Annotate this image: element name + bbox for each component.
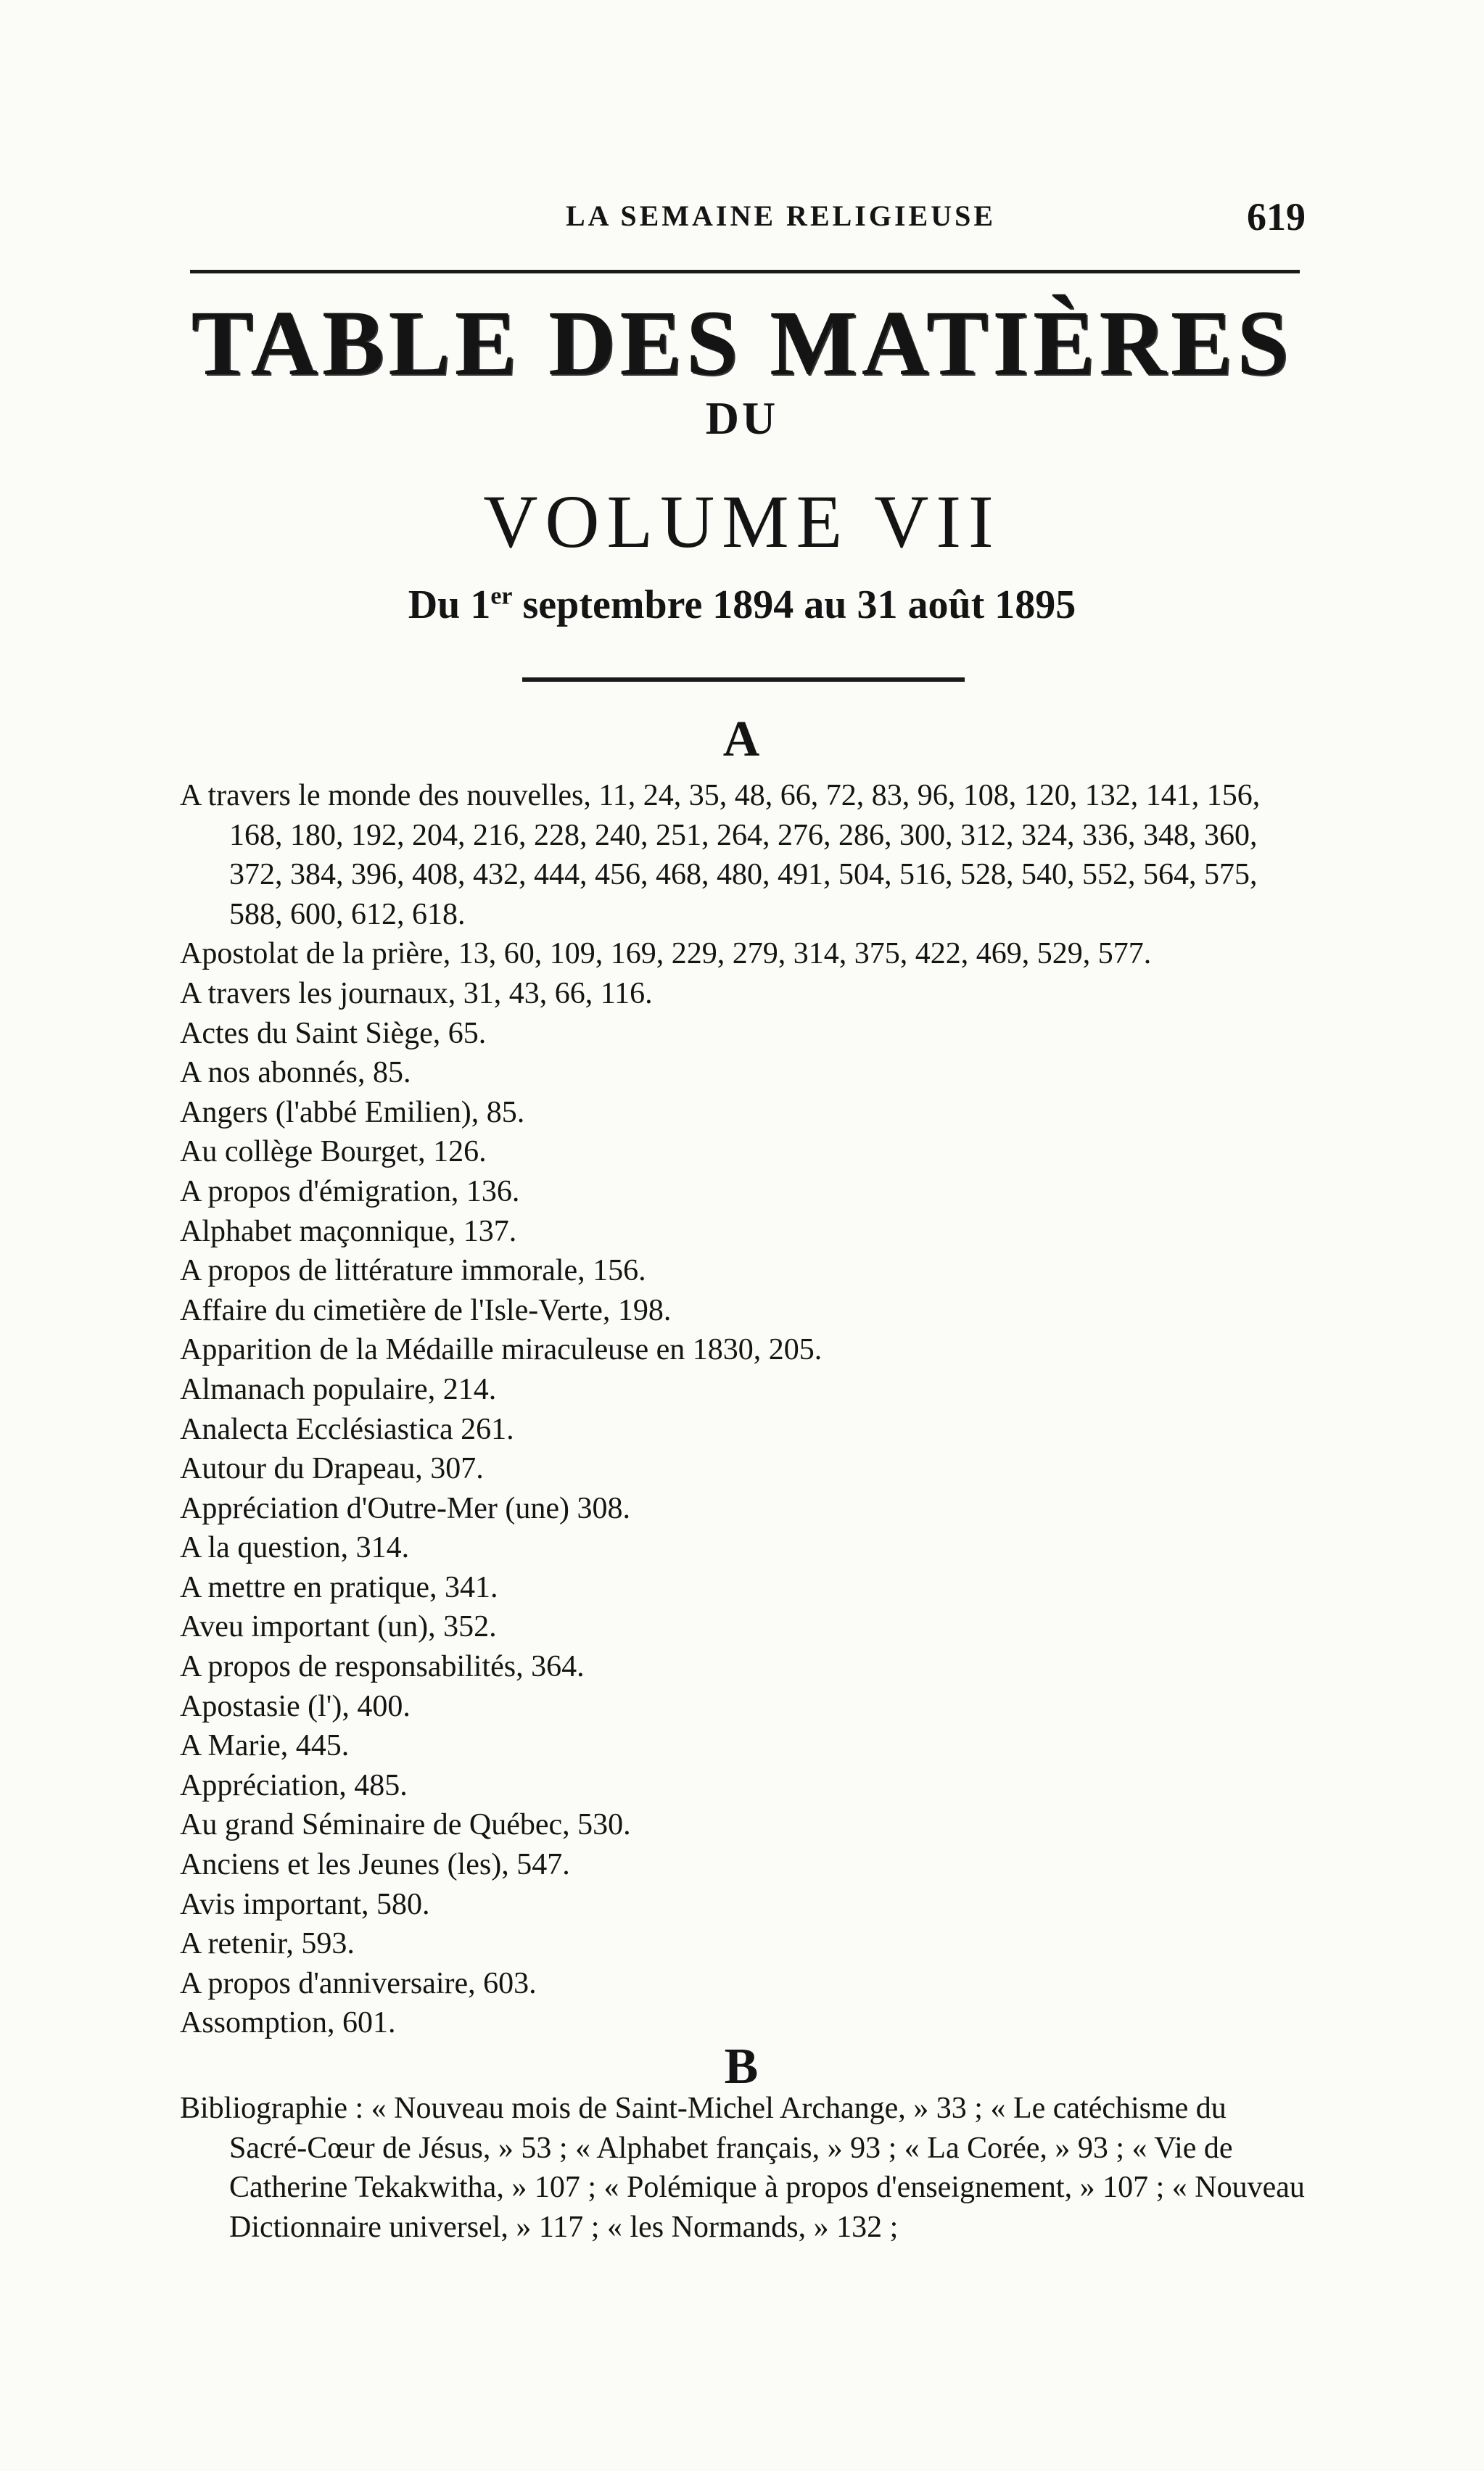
running-head bbox=[189, 194, 1306, 245]
index-entry: A la question, 314. bbox=[180, 1531, 410, 1565]
index-entry: Angers (l'abbé Emilien), 85. bbox=[180, 1095, 525, 1129]
volume-title: VOLUME VII bbox=[483, 480, 1001, 564]
index-entry: Autour du Drapeau, 307. bbox=[180, 1452, 484, 1486]
ornament-rule bbox=[522, 677, 965, 682]
index-entry: Apostasie (l'), 400. bbox=[180, 1689, 411, 1723]
index-entry: Appréciation, 485. bbox=[180, 1768, 408, 1802]
index-entry: Avis important, 580. bbox=[180, 1887, 430, 1921]
index-entry: A propos de responsabilités, 364. bbox=[180, 1650, 585, 1684]
section-a-entries bbox=[180, 776, 1311, 2043]
index-entry: A Marie, 445. bbox=[180, 1729, 350, 1763]
index-entry: Alphabet maçonnique, 137. bbox=[180, 1214, 517, 1248]
index-entry: A propos de littérature immorale, 156. bbox=[180, 1254, 646, 1288]
index-entry: A retenir, 593. bbox=[180, 1927, 355, 1961]
index-entry: A propos d'anniversaire, 603. bbox=[180, 1966, 537, 2000]
index-entry: Almanach populaire, 214. bbox=[180, 1372, 497, 1406]
date-ordinal: er bbox=[490, 582, 513, 610]
index-entry: Affaire du cimetière de l'Isle-Verte, 198. bbox=[180, 1293, 672, 1327]
index-entry: A travers les journaux, 31, 43, 66, 116. bbox=[180, 976, 653, 1010]
index-entry: Anciens et les Jeunes (les), 547. bbox=[180, 1848, 570, 1882]
date-range bbox=[0, 582, 1484, 628]
index-entry: A propos d'émigration, 136. bbox=[180, 1174, 520, 1208]
running-title: LA SEMAINE RELIGIEUSE bbox=[566, 199, 997, 232]
index-entry: Analecta Ecclésiastica 261. bbox=[180, 1412, 514, 1446]
index-entry: Bibliographie : « Nouveau mois de Saint-Michel Archange, » 33 ; « Le catéchisme du Sacré-Cœur de Jésus, » 53 ; « Alphabet français, » 93 ; « La Corée, » 93 ; « Vie de Catherine Tekakwitha, » 107 ; « Polémique à propos d'enseignement, » 107 ; « Nouveau Dictionnaire universel, » 117 ; « les Normands, » 132 ; bbox=[180, 2092, 1305, 2244]
section-b-entries bbox=[180, 2089, 1311, 2247]
page-number: 619 bbox=[1247, 195, 1306, 239]
index-entry: Apparition de la Médaille miraculeuse en 1830, 205. bbox=[180, 1333, 823, 1367]
title-du: DU bbox=[705, 392, 779, 444]
index-entry: Au collège Bourget, 126. bbox=[180, 1135, 487, 1169]
index-entry: A travers le monde des nouvelles, 11, 24, 35, 48, 66, 72, 83, 96, 108, 120, 132, 141, 156, 168, 180, 192, 204, 216, 228, 240, 251, 264, 276, 286, 300, 312, 324, 336, 348, 360, 372, 384, 396, 408, 432, 444, 456, 468, 480, 491, 504, 516, 528, 540, 552, 564, 575, 588, 600, 612, 618. bbox=[180, 779, 1261, 931]
index-entry: Assomption, 601. bbox=[180, 2006, 396, 2040]
table-title: TABLE DES MATIÈRES bbox=[191, 292, 1293, 395]
index-entry: Actes du Saint Siège, 65. bbox=[180, 1016, 487, 1050]
header-rule bbox=[190, 270, 1300, 273]
index-entry: A nos abonnés, 85. bbox=[180, 1056, 411, 1090]
index-entry: Aveu important (un), 352. bbox=[180, 1610, 497, 1644]
section-letter-b: B bbox=[724, 2039, 760, 2095]
date-rest: septembre 1894 au 31 août 1895 bbox=[512, 582, 1076, 627]
section-letter-a: A bbox=[722, 711, 762, 767]
index-entry: Appréciation d'Outre-Mer (une) 308. bbox=[180, 1491, 631, 1525]
index-entry: Apostolat de la prière, 13, 60, 109, 169, 229, 279, 314, 375, 422, 469, 529, 577. bbox=[180, 937, 1152, 971]
index-entry: Au grand Séminaire de Québec, 530. bbox=[180, 1808, 631, 1842]
index-entry: A mettre en pratique, 341. bbox=[180, 1570, 498, 1604]
date-prefix: Du 1 bbox=[408, 582, 491, 627]
